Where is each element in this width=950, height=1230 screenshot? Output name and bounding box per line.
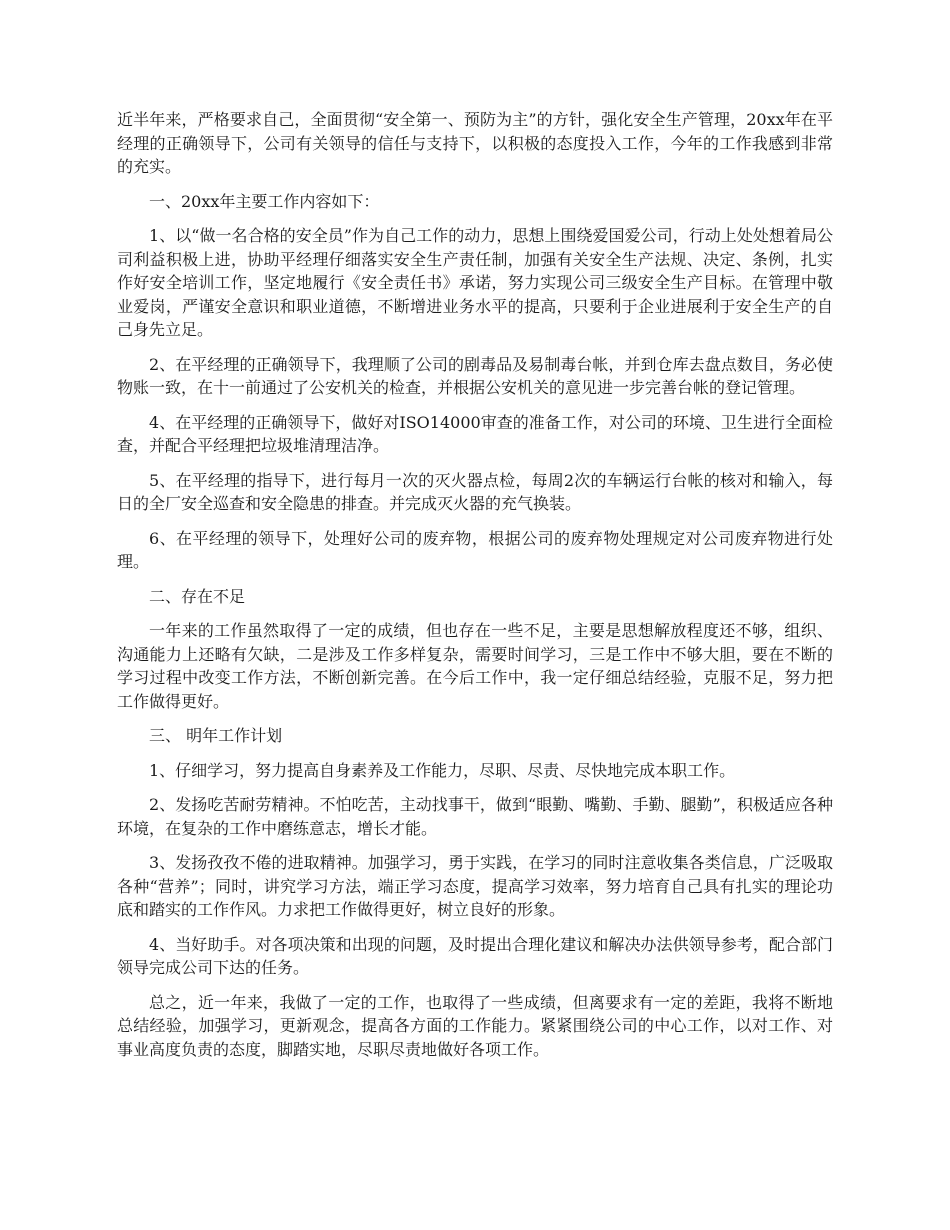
paragraph-intro: 近半年来，严格要求自己，全面贯彻“安全第一、预防为主”的方针，强化安全生产管理，20xx年在平经理的正确领导下，公司有关领导的信任与支持下，以积极的态度投入工作，今年的工作我感到非常的充实。: [117, 110, 833, 176]
paragraph-plan-4: 4、当好助手。对各项决策和出现的问题，及时提出合理化建议和解决办法供领导参考，配合部门领导完成公司下达的任务。: [117, 934, 833, 977]
paragraph-item-6: 6、在平经理的领导下，处理好公司的废弃物，根据公司的废弃物处理规定对公司废弃物进行处理。: [117, 528, 833, 571]
paragraph-plan-1: 1、仔细学习，努力提高自身素养及工作能力，尽职、尽责、尽快地完成本职工作。: [149, 760, 736, 780]
paragraph-item-2: 2、在平经理的正确领导下，我理顺了公司的剧毒品及易制毒台帐，并到仓库去盘点数目，务必使物账一致，在十一前通过了公安机关的检查，并根据公安机关的意见进一步完善台帐的登记管理。: [117, 354, 833, 397]
section-heading-work-content: 一、20xx年主要工作内容如下：: [149, 191, 380, 211]
paragraph-shortcomings: 一年来的工作虽然取得了一定的成绩，但也存在一些不足，主要是思想解放程度还不够，组织、沟通能力上还略有欠缺，二是涉及工作多样复杂，需要时间学习，三是工作中不够大胆，要在不断的学习过程中改变工作方法，不断创新完善。在今后工作中，我一定仔细总结经验，克服不足，努力把工作做得更好。: [117, 621, 833, 711]
document-page: [117, 108, 833, 1072]
paragraph-plan-3: 3、发扬孜孜不倦的进取精神。加强学习，勇于实践，在学习的同时注意收集各类信息，广泛吸取各种“营养”；同时，讲究学习方法，端正学习态度，提高学习效率，努力培育自己具有扎实的理论功底和踏实的工作作风。力求把工作做得更好，树立良好的形象。: [117, 853, 833, 919]
paragraph-plan-2: 2、发扬吃苦耐劳精神。不怕吃苦，主动找事干，做到“眼勤、嘴勤、手勤、腿勤”，积极适应各种环境，在复杂的工作中磨练意志，增长才能。: [117, 795, 833, 838]
paragraph-item-1: 1、以“做一名合格的安全员”作为自己工作的动力，思想上围绕爱国爱公司，行动上处处想着局公司利益积极上进，协助平经理仔细落实安全生产责任制，加强有关安全生产法规、决定、条例，扎实作好安全培训工作，坚定地履行《安全责任书》承诺，努力实现公司三级安全生产目标。在管理中敬业爱岗，严谨安全意识和职业道德，不断增进业务水平的提高，只要利于企业进展利于安全生产的自己身先立足。: [117, 226, 833, 339]
section-heading-plan: 三、 明年工作计划: [149, 726, 283, 745]
paragraph-item-5: 5、在平经理的指导下，进行每月一次的灭火器点检，每周2次的车辆运行台帐的核对和输入，每日的全厂安全巡查和安全隐患的排查。并完成灭火器的充气换装。: [117, 470, 833, 513]
paragraph-conclusion: 总之，近一年来，我做了一定的工作，也取得了一些成绩，但离要求有一定的差距，我将不断地总结经验，加强学习，更新观念，提高各方面的工作能力。紧紧围绕公司的中心工作，以对工作、对事业高度负责的态度，脚踏实地，尽职尽责地做好各项工作。: [117, 992, 833, 1059]
section-heading-shortcomings: 二、存在不足: [149, 586, 246, 606]
paragraph-item-4: 4、在平经理的正确领导下，做好对ISO14000审查的准备工作，对公司的环境、卫生进行全面检查，并配合平经理把垃圾堆清理洁净。: [117, 412, 833, 455]
